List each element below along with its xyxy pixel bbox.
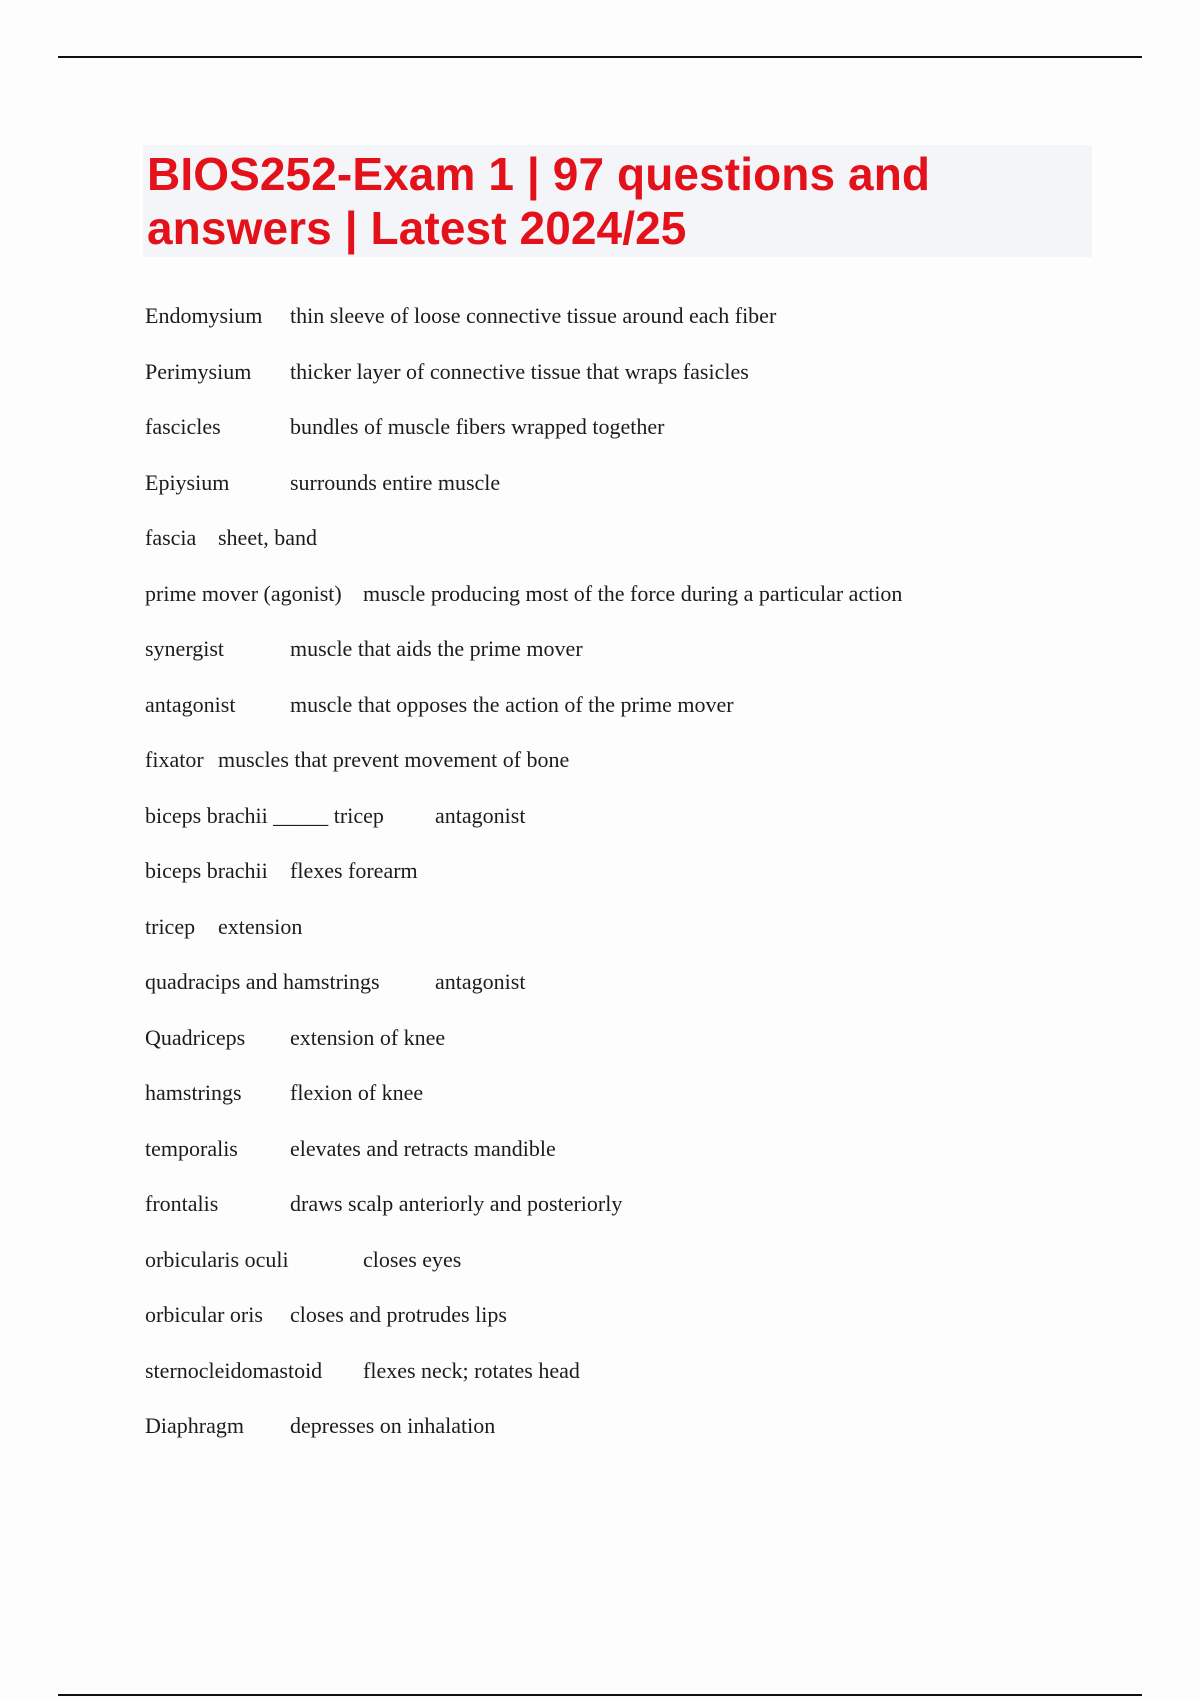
definition: muscles that prevent movement of bone [218,747,570,772]
definition: bundles of muscle fibers wrapped together [290,414,665,439]
definition: closes and protrudes lips [290,1302,507,1327]
term: Perimysium [145,358,252,384]
bottom-rule [58,1694,1142,1696]
definition: flexes forearm [290,858,418,883]
definition: extension of knee [290,1024,446,1050]
definition: muscle that aids the prime mover [290,636,583,661]
definition: flexion of knee [290,1080,424,1105]
definition: closes eyes [363,1246,462,1272]
definition: thin sleeve of loose connective tissue around each fiber [290,303,777,328]
term: orbicular oris [145,1302,263,1327]
definition: flexes neck; rotates head [363,1357,580,1383]
definition: extension [218,913,303,939]
definition: elevates and retracts mandible [290,1135,556,1161]
definition: thicker layer of connective tissue that wraps fasicles [290,358,749,384]
term: hamstrings [145,1080,242,1105]
definition: sheet, band [218,525,317,550]
document-title: BIOS252-Exam 1 | 97 questions and answers | Latest 2024/25 [147,148,931,254]
term: orbicularis oculi [145,1246,289,1272]
term: biceps brachii _____ tricep [145,802,384,828]
definition: antagonist [435,802,526,828]
term: antagonist [145,691,236,717]
term: prime mover (agonist) [145,580,342,606]
term: fixator [145,747,204,772]
term: Diaphragm [145,1413,244,1438]
term: frontalis [145,1191,219,1216]
term: synergist [145,636,225,661]
top-rule [58,56,1142,58]
definition: muscle producing most of the force during a particular action [363,580,903,606]
definition: surrounds entire muscle [290,469,501,495]
definition: antagonist [435,969,526,994]
term: Endomysium [145,303,263,328]
term: Epiysium [145,469,230,495]
term: Quadriceps [145,1024,246,1050]
term: fascicles [145,414,221,439]
term: temporalis [145,1135,238,1161]
title-banner [143,145,1092,257]
term: quadracips and hamstrings [145,969,380,994]
definition: draws scalp anteriorly and posteriorly [290,1191,623,1216]
definition: depresses on inhalation [290,1413,496,1438]
term: sternocleidomastoid [145,1357,323,1383]
term: tricep [145,913,196,939]
definition: muscle that opposes the action of the prime mover [290,691,734,717]
term: fascia [145,525,197,550]
term: biceps brachii [145,858,268,883]
